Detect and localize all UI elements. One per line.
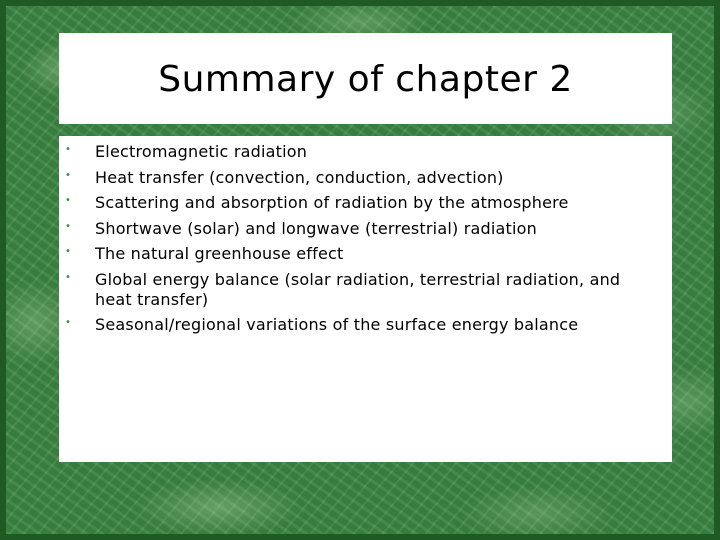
content-panel: [59, 136, 672, 462]
bullet-dot-icon: •: [65, 220, 72, 232]
bullet-item: [59, 193, 672, 213]
bullet-text: Shortwave (solar) and longwave (terrestrial) radiation: [95, 218, 537, 238]
bullet-list: [59, 142, 672, 341]
bullet-text: Heat transfer (convection, conduction, advection): [95, 167, 504, 187]
bullet-item: [59, 315, 672, 335]
bullet-text: Scattering and absorption of radiation by the atmosphere: [95, 193, 569, 212]
bullet-text: Global energy balance (solar radiation, terrestrial radiation, and heat transfer): [95, 269, 621, 309]
bullet-dot-icon: •: [65, 195, 72, 206]
bullet-dot-icon: •: [65, 317, 72, 328]
bullet-dot-icon: •: [65, 271, 72, 283]
bullet-item: [59, 244, 672, 264]
bullet-text: Electromagnetic radiation: [95, 142, 308, 161]
bullet-dot-icon: •: [65, 246, 72, 257]
bullet-text: The natural greenhouse effect: [95, 244, 344, 263]
title-panel: [59, 33, 672, 124]
bullet-dot-icon: •: [65, 144, 72, 155]
slide-title: Summary of chapter 2: [158, 59, 573, 100]
bullet-item: [59, 219, 672, 239]
bullet-item: [59, 270, 672, 310]
bullet-text: Seasonal/regional variations of the surface energy balance: [95, 315, 579, 334]
bullet-dot-icon: •: [65, 169, 72, 181]
bullet-item: [59, 168, 672, 188]
bullet-item: [59, 142, 672, 162]
